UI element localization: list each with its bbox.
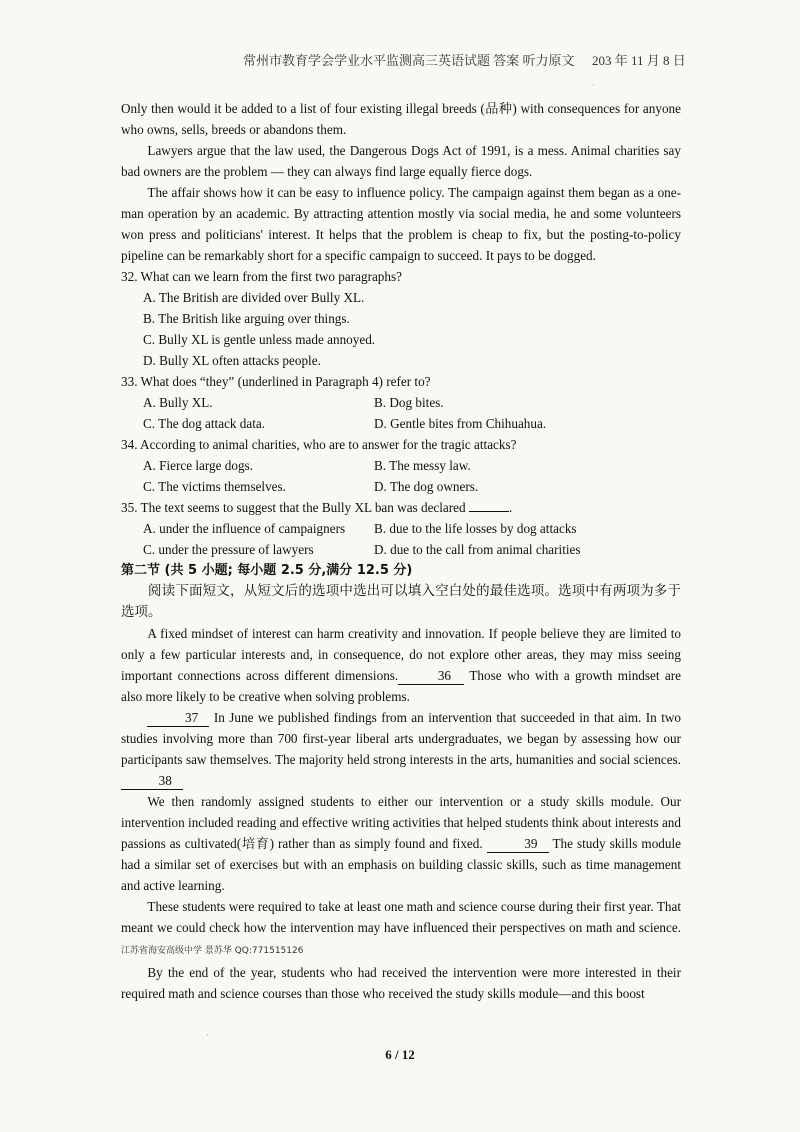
section-title: 第二节 (共 5 小题; 每小题 2.5 分,满分 12.5 分) — [121, 563, 413, 578]
paragraph-text: In June we published findings from an intervention that succeeded in that aim. In two studies involving more than 700 first-year liberal arts undergraduates, we began by assessing how our participants saw themselves. The majority held strong interests in the arts, humanities and social sciences. — [121, 710, 681, 767]
blank-36: 36 — [398, 668, 464, 685]
question-stem: 34. According to animal charities, who are to answer for the tragic attacks? — [121, 437, 517, 452]
question-stem-end: . — [508, 500, 513, 515]
question-32 — [121, 266, 681, 371]
passage2-paragraph-5: By the end of the year, students who had received the intervention were more interested in their required math and science courses than those who received the study skills module—and this boost — [121, 965, 681, 1001]
passage1-paragraph-2: Lawyers argue that the law used, the Dangerous Dogs Act of 1991, is a mess. Animal charities say bad owners are the problem — they can always find large equally fierce dogs. — [121, 143, 681, 179]
option-d: D. Bully XL often attacks people. — [143, 353, 321, 368]
question-33 — [121, 371, 681, 434]
option-a: A. Bully XL. — [143, 395, 213, 410]
question-stem — [121, 497, 681, 518]
passage2-paragraph-1 — [121, 623, 681, 707]
option-c: C. Bully XL is gentle unless made annoyed. — [143, 332, 376, 347]
header-date: 203 年 11 月 8 日 — [592, 53, 686, 68]
passage2-paragraph-4 — [121, 896, 681, 962]
option-a: A. under the influence of campaigners — [143, 521, 346, 536]
stray-mark: · — [206, 1030, 209, 1040]
paragraph-text: A fixed mindset of interest can harm creativity and innovation. If people believe they are limited to only a few particular interests and, in consequence, do not explore other areas, they may miss seeing important connections across different dimensions. — [121, 626, 681, 683]
option-b: B. Dog bites. — [374, 395, 444, 410]
option-a: A. The British are divided over Bully XL. — [143, 290, 365, 305]
passage1-paragraph-3: The affair shows how it can be easy to influence policy. The campaign against them began as a one-man operation by an academic. By attracting attention mostly via social media, he and some volunteers won press and politicians' interest. It helps that the problem is cheap to fix, but the posting-to-policy pipeline can be remarkably short for a specific campaign to succeed. It pays to be dogged. — [121, 185, 681, 263]
section-instruction: 阅读下面短文，从短文后的选项中选出可以填入空白处的最佳选项。选项中有两项为多于选项。 — [121, 583, 681, 620]
option-c: C. under the pressure of lawyers — [143, 542, 314, 557]
page-number: 6 / 12 — [385, 1047, 415, 1062]
paragraph-text: Those who with a growth mindset are also more likely to be creative when solving problems. — [121, 668, 681, 704]
paragraph-text: The study skills module had a similar set of exercises but with an emphasis on building classic skills, such as time management and active learning. — [121, 836, 681, 893]
question-stem: 33. What does “they” (underlined in Paragraph 4) refer to? — [121, 374, 431, 389]
question-stem-text: 35. The text seems to suggest that the Bully XL ban was declared — [121, 500, 466, 515]
passage1-paragraph-1: Only then would it be added to a list of four existing illegal breeds (品种) with consequences for anyone who owns, sells, breeds or abandons them. — [121, 101, 681, 137]
option-d: D. due to the call from animal charities — [374, 542, 581, 557]
answer-blank — [469, 511, 509, 512]
option-a: A. Fierce large dogs. — [143, 458, 253, 473]
option-c: C. The dog attack data. — [143, 416, 266, 431]
header-title: 常州市教育学会学业水平监测高三英语试题 答案 听力原文 — [243, 53, 575, 68]
blank-39: 39 — [487, 836, 549, 853]
question-34 — [121, 434, 681, 497]
question-stem: 32. What can we learn from the first two paragraphs? — [121, 269, 402, 284]
option-c: C. The victims themselves. — [143, 479, 286, 494]
option-d: D. Gentle bites from Chihuahua. — [374, 416, 547, 431]
option-d: D. The dog owners. — [374, 479, 479, 494]
option-b: B. The messy law. — [374, 458, 471, 473]
blank-38: 38 — [121, 773, 183, 790]
stray-mark: · — [592, 80, 595, 90]
passage2-paragraph-2 — [121, 707, 681, 791]
option-b: B. due to the life losses by dog attacks — [374, 521, 577, 536]
option-b: B. The British like arguing over things. — [143, 311, 350, 326]
paragraph-text: These students were required to take at least one math and science course during their first year. That meant we could check how the intervention may have influenced their perspectives on math and science. — [121, 899, 681, 935]
watermark-text: 江苏省海安高级中学 景苏华 QQ:771515126 — [121, 946, 304, 956]
question-35 — [121, 497, 681, 560]
page-content — [121, 98, 681, 1004]
blank-37: 37 — [147, 710, 209, 727]
passage2-paragraph-3 — [121, 791, 681, 896]
paragraph-text: We then randomly assigned students to either our intervention or a study skills module. Our intervention included reading and effective writing activities that helped students think about interests and passions as cultivated(培育) rather than as simply found and fixed. — [121, 794, 681, 851]
